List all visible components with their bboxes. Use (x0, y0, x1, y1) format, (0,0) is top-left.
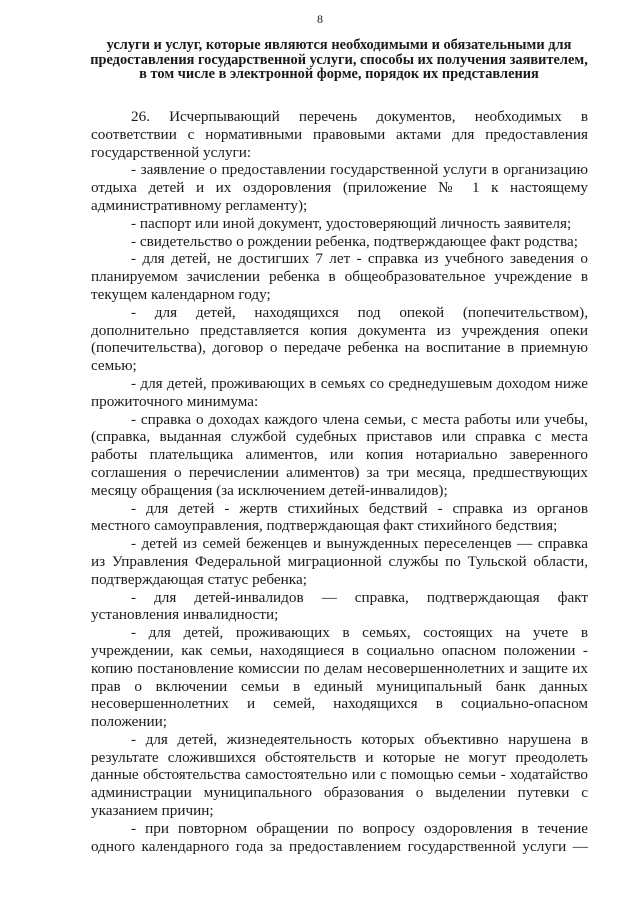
list-item-natural-disaster: - для детей - жертв стихийных бедствий - справка из органов местного самоуправления, подтверждающая факт стихийного бедствия; (91, 499, 588, 535)
list-item-passport: - паспорт или иной документ, удостоверяющий личность заявителя; (131, 214, 572, 232)
list-item-dangerous-situation: - для детей, проживающих в семьях, состоящих на учете в учреждении, как семьи, находящиеся в социально опасном положении - копию постановление комиссии по делам несовершеннолетних и защите их прав о включении семьи в единый муниципальный банк данных несовершеннолетних и семей, находящихся в социально-опасном положении; (91, 624, 588, 731)
list-item-disabled: - для детей-инвалидов — справка, подтверждающая факт установления инвалидности; (91, 588, 588, 624)
list-item-repeat-request: - при повторном обращении по вопросу оздоровления в течение одного календарного года за предоставлением государственной услуги — (91, 819, 588, 855)
paragraph-intro: 26. Исчерпывающий перечень документов, необходимых в соответствии с нормативными правовыми актами для предоставления государственной услуги: (91, 108, 588, 161)
list-item-guardianship: - для детей, находящихся под опекой (попечительством), дополнительно представляется копия документа из учреждения опеки (попечительства), договор о передаче ребенка на воспитание в приемную семью; (91, 303, 588, 375)
section-heading: услуги и услуг, которые являются необходимыми и обязательными для предоставления государственной услуги, способы их получения заявителем, в том числе в электронной форме, порядок их представления (90, 37, 588, 82)
list-item-birth-certificate: - свидетельство о рождении ребенка, подтверждающее факт родства; (131, 232, 578, 250)
list-item-income-certificate: - справка о доходах каждого члена семьи, с места работы или учебы, (справка, выданная службой судебных приставов или справка с места работы плательщика алиментов, или копия нотариально заверенного соглашения о перечислении алиментов) за три месяца, предшествующих месяцу обращения (за исключением детей-инвалидов); (91, 410, 588, 499)
list-item-application: - заявление о предоставлении государственной услуги в организацию отдыха детей и их оздоровления (приложение № 1 к настоящему административному регламенту); (91, 161, 588, 214)
list-item-low-income: - для детей, проживающих в семьях со среднедушевым доходом ниже прожиточного минимума: (91, 374, 588, 410)
page-number: 8 (317, 12, 323, 26)
document-body (91, 108, 588, 855)
list-item-difficult-circumstances: - для детей, жизнедеятельность которых объективно нарушена в результате сложившихся обстоятельств и которые не могут преодолеть данные обстоятельства самостоятельно или с помощью семьи - ходатайство администрации муниципального образования о выделении путевки с указанием причин; (91, 730, 588, 820)
list-item-refugees: - детей из семей беженцев и вынужденных переселенцев — справка из Управления Федеральной миграционной службы по Тульской области, подтверждающая статус ребенка; (91, 535, 588, 588)
list-item-under-seven: - для детей, не достигших 7 лет - справка из учебного заведения о планируемом зачислении ребенка в общеобразовательное учреждение в текущем календарном году; (91, 250, 588, 303)
